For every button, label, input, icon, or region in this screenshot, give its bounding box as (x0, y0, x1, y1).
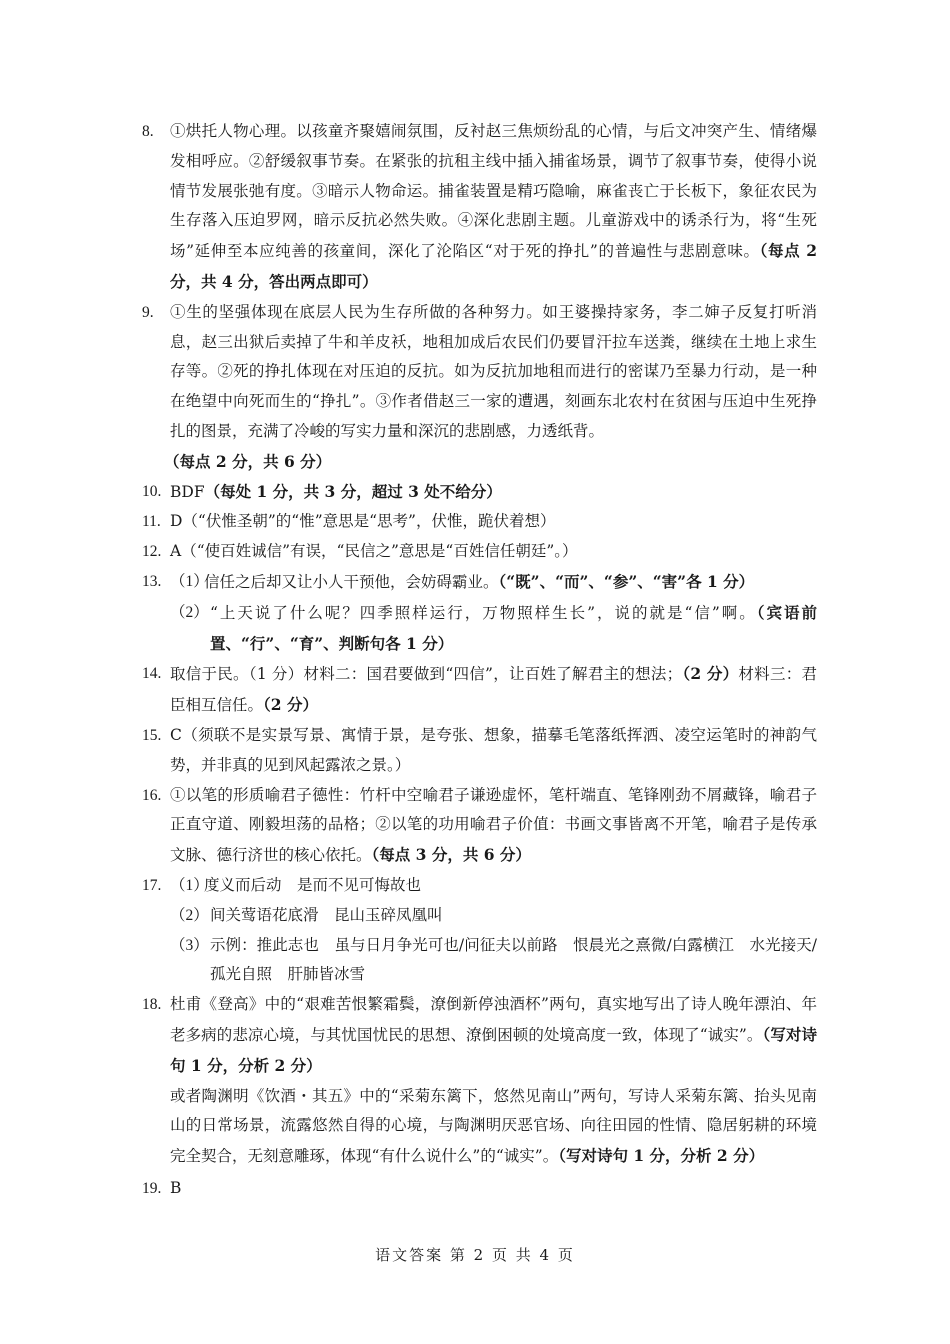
answer-text: 取信于民。 (170, 665, 249, 684)
answer-text: 示例：推此志也 虽与日月争光可也/问征夫以前路 恨晨光之熹微/白露横江 水光接天/孤光自照 肝肺皆冰雪 (210, 935, 817, 984)
answer-text: 杜甫《登高》中的“艰难苦恨繁霜鬓，潦倒新停浊酒杯”两句，真实地写出了诗人晚年漂泊、年老多病的悲凉心境，与其忧国忧民的思想、潦倒困顿的处境高度一致，体现了“诚实”。 (170, 995, 817, 1044)
answer-text: A（“使百姓诚信”有误，“民信之”意思是“百姓信任朝廷”。） (170, 542, 578, 561)
item-number: 9. (142, 303, 154, 321)
answer-text: ①烘托人物心理。以孩童齐聚嬉闹氛围，反衬赵三焦烦纷乱的心情，与后文冲突产生、情绪爆发相呼应。②舒缓叙事节奏。在紧张的抗租主线中插入捕雀场景，调节了叙事节奏，使得小说情节发展张弛有度。③暗示人物命运。捕雀装置是精巧隐喻，麻雀丧亡于长板下，象征农民为生存落入压迫罗网，暗示反抗必然失败。④深化悲剧主题。儿童游戏中的诱杀行为，将“生死场”延伸至本应纯善的孩童间，深化了沦陷区“对于死的挣扎”的普遍性与悲剧意味。 (170, 122, 817, 261)
item-number: 10. (142, 482, 162, 500)
answer-text: 材料三：君臣相互信任。 (170, 665, 817, 715)
answer-text: C（须联不是实景写景、寓情于景，是夸张、想象，描摹毛笔落纸挥洒、凌空运笔时的神韵气势，并非真的见到风起露浓之景。） (170, 725, 817, 774)
answer-text: 度义而后动 是而不见可悔故也 (204, 875, 422, 894)
answer-text: B (170, 1178, 182, 1197)
answer-content (142, 117, 817, 1204)
answer-item-16 (142, 781, 817, 871)
sub-answer (142, 598, 817, 660)
answer-item-17 (142, 871, 817, 990)
item-number: 12. (142, 543, 162, 561)
answer-text: D（“伏惟圣朝”的“惟”意思是“思考”，伏惟，跪伏着想） (170, 512, 556, 531)
answer-item-18-alternative (142, 1082, 817, 1172)
answer-item-11 (142, 507, 817, 537)
answer-text: 信任之后却又让小人干预他，会妨碍霸业。 (204, 572, 499, 591)
answer-text: ①以笔的形质喻君子德性：竹杆中空喻君子谦逊虚怀，笔杆端直、笔锋刚劲不屑藏锋，喻君子正直守道、刚毅坦荡的品格；②以笔的功用喻君子价值：书画文事皆离不开笔，喻君子是传承文脉、德行济世的核心依托。 (170, 785, 817, 865)
answer-text: “上天说了什么呢？四季照样运行，万物照样生长”，说的就是“信”啊。 (210, 603, 757, 622)
answer-text: ①生的坚强体现在底层人民为生存所做的各种努力。如王婆操持家务，李二婶子反复打听消息，赵三出狱后卖掉了牛和羊皮袄，地租加成后农民们仍要冒汗拉车送粪，继续在土地上求生存等。②死的挣扎体现在对压迫的反抗。如为反抗加地租而进行的密谋乃至暴力行动，是一种在绝望中向死而生的“挣扎”。③作者借赵三一家的遭遇，刻画东北农村在贫困与压迫中生死挣扎的图景，充满了冷峻的写实力量和深沉的悲剧感，力透纸背。 (170, 302, 817, 440)
answer-item-14 (142, 659, 817, 721)
score-note: （2 分） (682, 664, 739, 684)
answer-item-10 (142, 477, 817, 508)
score-note: （1 分） (248, 665, 304, 684)
answer-item-13 (142, 567, 817, 659)
answer-text: 或者陶渊明《饮酒・其五》中的“采菊东篱下，悠然见南山”两句，写诗人采菊东篱、抬头见南山的日常场景，流露悠然自得的心境，与陶渊明厌恶官场、向往田园的性情、隐居躬耕的环境完全契合，无刻意雕琢，体现“有什么说什么”的“诚实”。 (170, 1086, 817, 1166)
score-note: （写对诗句 1 分，分析 2 分） (170, 1024, 817, 1075)
score-note: （每点 2 分，共 6 分） (164, 451, 332, 471)
score-note: （宾语前置、“行”、“育”、判断句各 1 分） (210, 602, 817, 653)
answer-text: BDF (170, 482, 205, 501)
item-number: 18. (142, 996, 162, 1014)
score-note: （每处 1 分，共 3 分，超过 3 处不给分） (204, 481, 502, 501)
answer-text: 间关莺语花底滑 昆山玉碎凤凰叫 (210, 905, 443, 924)
answer-item-18 (142, 990, 817, 1081)
score-note: （每点 2 分，共 4 分，答出两点即可） (170, 241, 817, 291)
item-number: 13. (142, 572, 162, 590)
score-note: （写对诗句 1 分，分析 2 分） (558, 1146, 765, 1166)
item-number: 14. (142, 665, 162, 683)
sub-answer (142, 871, 817, 901)
item-number: 19. (142, 1179, 162, 1197)
score-note: （每点 3 分，共 6 分） (371, 845, 531, 865)
answer-item-15 (142, 721, 817, 781)
sub-number: （2） (170, 603, 209, 621)
sub-number: （2） (170, 906, 209, 924)
item-number: 8. (142, 123, 154, 140)
sub-answer (142, 901, 817, 931)
item-number: 11. (142, 513, 161, 531)
score-note: （2 分） (263, 695, 318, 715)
page-footer: 语文答案 第 2 页 共 4 页 (375, 1246, 575, 1264)
answer-item-9 (142, 298, 817, 477)
item-number: 17. (142, 876, 162, 894)
answer-item-8 (142, 117, 817, 298)
sub-number: （1） (170, 572, 209, 590)
answer-item-12 (142, 537, 817, 567)
sub-number: （3） (170, 936, 209, 954)
item-number: 15. (142, 726, 162, 744)
answer-text: 材料二：国君要做到“四信”，让百姓了解君主的想法； (303, 665, 683, 684)
score-note: （“既”、“而”、“参”、“害”各 1 分） (498, 571, 755, 591)
sub-number: （1） (170, 876, 209, 894)
sub-answer (142, 567, 817, 598)
item-number: 16. (142, 786, 162, 804)
answer-item-19 (142, 1174, 817, 1204)
sub-answer (142, 931, 817, 991)
